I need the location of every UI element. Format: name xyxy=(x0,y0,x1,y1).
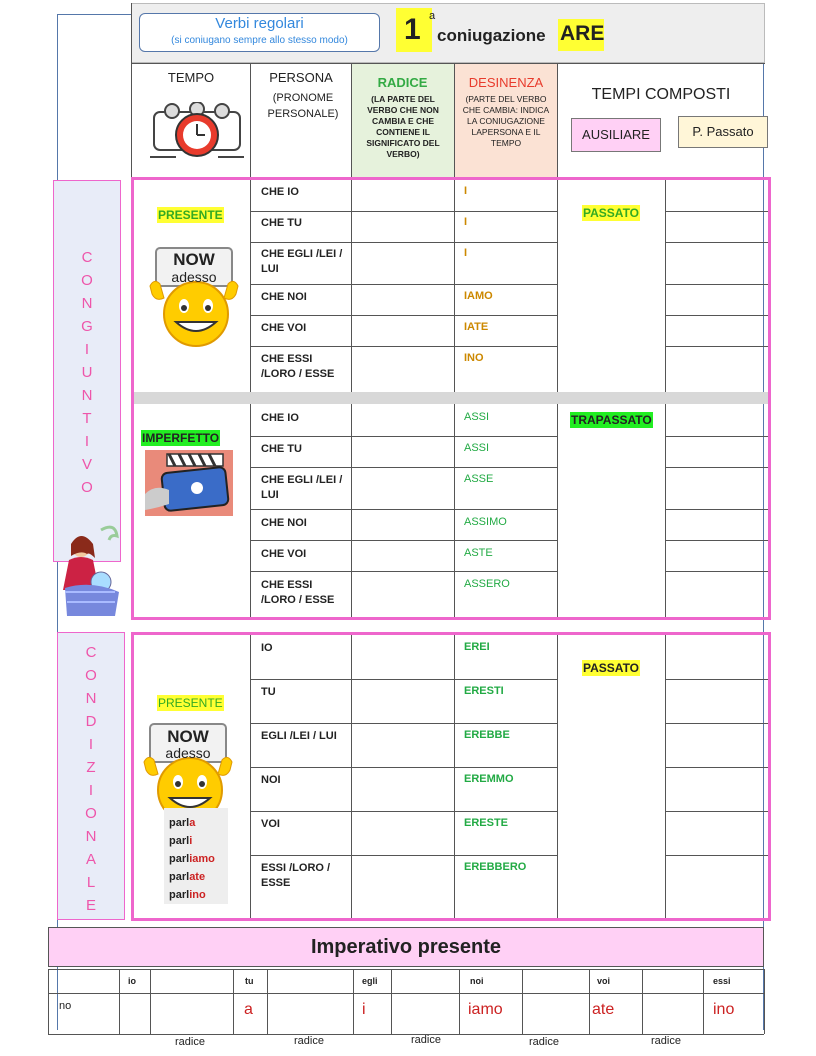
persona-subheader: (PRONOME PERSONALE) xyxy=(267,92,339,120)
cong-imp-row-line xyxy=(251,571,557,572)
cond-col-5 xyxy=(665,635,666,918)
regular-title: Verbi regolari xyxy=(215,15,304,32)
imp-col xyxy=(459,969,460,1034)
cong-passato-label: PASSATO xyxy=(583,206,640,220)
cong-imp-pp-line xyxy=(666,571,768,572)
imp-col xyxy=(150,969,151,1034)
imp-col xyxy=(353,969,354,1034)
regular-subtitle: (si coniugano sempre allo stesso modo) xyxy=(171,35,348,46)
header-left-line xyxy=(131,3,132,177)
conj-sup: a xyxy=(429,10,436,22)
header-row-top xyxy=(131,63,765,64)
desinenza-cell: IATE xyxy=(464,321,489,333)
imp-col xyxy=(48,969,49,1034)
cong-pres-pp-line xyxy=(666,211,768,212)
imp-col xyxy=(119,969,120,1034)
now-sign-text: NOW xyxy=(173,250,215,269)
conj-word: coniugazione xyxy=(437,26,546,45)
imp-col xyxy=(267,969,268,1034)
radice-note: radice xyxy=(294,1035,324,1047)
cong-pres-row-line xyxy=(251,211,557,212)
desinenza-cell: ASSI xyxy=(464,442,490,454)
cong-imp-col-4 xyxy=(557,404,558,617)
cond-pp-line xyxy=(666,811,768,812)
imp-person-noi: noi xyxy=(470,976,484,986)
imp-row-label: no xyxy=(59,1000,72,1012)
persona-cell: CHE EGLI /LEI / LUI xyxy=(261,248,343,275)
persona-cell: EGLI /LEI / LUI xyxy=(261,730,337,742)
example-conjugation-box xyxy=(164,808,228,904)
persona-cell: CHE TU xyxy=(261,217,302,229)
desinenza-cell: IAMO xyxy=(464,290,493,302)
cong-imp-pp-line xyxy=(666,467,768,468)
cong-trapassato-label: TRAPASSATO xyxy=(571,413,652,427)
ausiliare-box: AUSILIARE xyxy=(571,118,661,152)
regular-verbs-box xyxy=(139,13,380,52)
desinenza-cell: ASTE xyxy=(464,547,493,559)
cong-pres-row-line xyxy=(251,346,557,347)
persona-cell: CHE VOI xyxy=(261,322,307,334)
desinenza-cell: EREMMO xyxy=(464,773,514,785)
cong-pres-pp-line xyxy=(666,242,768,243)
tempi-composti-header: TEMPI COMPOSTI xyxy=(591,86,731,103)
condizionale-label: C O N D I Z I O N A L E xyxy=(85,644,97,914)
desinenza-cell: ASSE xyxy=(464,473,494,485)
persona-cell: CHE TU xyxy=(261,443,302,455)
imp-person-io: io xyxy=(128,976,136,986)
imp-person-essi: essi xyxy=(713,976,731,986)
imp-col xyxy=(589,969,590,1034)
imp-ending-voi: ate xyxy=(592,1001,615,1018)
cong-presente-label: PRESENTE xyxy=(158,208,223,222)
radice-subheader: (LA PARTE DEL VERBO CHE NON CAMBIA E CHE CONTIENE IL SIGNIFICATO DEL VERBO) xyxy=(366,94,440,159)
cond-col-2 xyxy=(351,635,352,918)
conj-number: 1 xyxy=(404,13,421,46)
video-phone-icon xyxy=(145,450,233,516)
cond-col-4 xyxy=(557,635,558,918)
desinenza-cell: I xyxy=(464,216,468,228)
cong-imp-row-line xyxy=(251,509,557,510)
imp-col xyxy=(391,969,392,1034)
desinenza-cell: EREBBE xyxy=(464,729,510,741)
imp-ending-egli: i xyxy=(362,1001,366,1018)
cong-pres-row-line xyxy=(251,242,557,243)
cong-pres-pp-line xyxy=(666,284,768,285)
imp-ending-tu: a xyxy=(244,1001,253,1018)
radice-header: RADICE xyxy=(377,75,428,90)
cong-pres-pp-line xyxy=(666,315,768,316)
congiuntivo-label: C O N G I U N T I V O xyxy=(81,249,93,496)
desinenza-cell: I xyxy=(464,247,468,259)
persona-cell: ESSI /LORO / ESSE xyxy=(261,862,331,889)
imperativo-title-bar xyxy=(48,927,764,967)
desinenza-cell: EREI xyxy=(464,641,490,653)
cond-row-line xyxy=(251,679,557,680)
tempo-header: TEMPO xyxy=(167,70,215,85)
imp-col xyxy=(233,969,234,1034)
persona-cell: CHE NOI xyxy=(261,517,307,529)
cond-passato-label: PASSATO xyxy=(583,661,640,675)
imp-col xyxy=(764,969,765,1034)
imp-line-top xyxy=(48,969,764,970)
persona-cell: CHE ESSI /LORO / ESSE xyxy=(261,579,335,606)
cond-presente-label: PRESENTE xyxy=(158,696,223,710)
cong-imperfetto-label: IMPERFETTO xyxy=(142,431,220,445)
imperativo-title: Imperativo presente xyxy=(310,936,502,958)
cond-row-line xyxy=(251,811,557,812)
cond-pp-line xyxy=(666,723,768,724)
conj-ending: ARE xyxy=(560,22,605,45)
cong-imp-row-line xyxy=(251,467,557,468)
imp-person-tu: tu xyxy=(245,976,254,986)
cong-imp-row-line xyxy=(251,436,557,437)
radice-note: radice xyxy=(651,1035,681,1047)
cond-pp-line xyxy=(666,767,768,768)
imp-person-voi: voi xyxy=(597,976,611,986)
persona-cell: CHE ESSI /LORO / ESSE xyxy=(261,353,335,380)
imp-person-egli: egli xyxy=(362,976,378,986)
cond-row-line xyxy=(251,767,557,768)
clock-icon xyxy=(146,102,248,162)
cong-imp-pp-line xyxy=(666,540,768,541)
cong-pres-row-line xyxy=(251,284,557,285)
persona-cell: VOI xyxy=(261,818,280,830)
desinenza-cell: INO xyxy=(464,352,484,364)
congiuntivo-separator xyxy=(134,392,768,404)
desinenza-cell: EREBBERO xyxy=(464,861,527,873)
cond-row-line xyxy=(251,855,557,856)
cond-row-line xyxy=(251,723,557,724)
cong-imp-row-line xyxy=(251,540,557,541)
desinenza-header: DESINENZA xyxy=(468,75,544,90)
cond-col-1 xyxy=(250,635,251,918)
now-sign-sub: adesso xyxy=(171,269,217,285)
radice-note: radice xyxy=(529,1036,559,1048)
persona-cell: CHE VOI xyxy=(261,548,307,560)
imp-ending-essi: ino xyxy=(713,1001,735,1018)
fortune-teller-icon xyxy=(57,520,123,620)
radice-note: radice xyxy=(175,1036,205,1048)
imp-line-mid xyxy=(48,993,764,994)
example-list: parla parli parliamo parlate parlino xyxy=(169,817,215,901)
cond-pp-line xyxy=(666,679,768,680)
persona-cell: TU xyxy=(261,686,276,698)
desinenza-cell: ASSI xyxy=(464,411,490,423)
desinenza-cell: ASSIMO xyxy=(464,516,507,528)
persona-cell: CHE IO xyxy=(261,412,299,424)
imp-col xyxy=(703,969,704,1034)
cong-pres-col-4 xyxy=(557,180,558,392)
desinenza-subheader: (PARTE DEL VERBO CHE CAMBIA: INDICA LA CONIUGAZIONE LAPERSONA E IL TEMPO xyxy=(462,94,550,148)
persona-cell: CHE NOI xyxy=(261,291,307,303)
cond-pp-line xyxy=(666,855,768,856)
cong-pres-row-line xyxy=(251,315,557,316)
cong-imp-pp-line xyxy=(666,509,768,510)
desinenza-cell: I xyxy=(464,185,468,197)
now-sign-text: NOW xyxy=(167,727,209,746)
imp-ending-noi: iamo xyxy=(468,1001,503,1018)
radice-note: radice xyxy=(411,1034,441,1046)
now-sign-sub: adesso xyxy=(165,745,211,761)
persona-cell: CHE EGLI /LEI / LUI xyxy=(261,474,343,501)
cong-imp-pp-line xyxy=(666,436,768,437)
imp-col xyxy=(642,969,643,1034)
p-passato-box: P. Passato xyxy=(678,116,768,148)
persona-cell: NOI xyxy=(261,774,281,786)
desinenza-cell: ERESTI xyxy=(464,685,504,697)
desinenza-cell: ERESTE xyxy=(464,817,509,829)
cond-col-3 xyxy=(454,635,455,918)
cong-pres-pp-line xyxy=(666,346,768,347)
desinenza-cell: ASSERO xyxy=(464,578,510,590)
imp-col xyxy=(522,969,523,1034)
persona-header: PERSONA xyxy=(269,70,333,85)
persona-cell: CHE IO xyxy=(261,186,299,198)
persona-cell: IO xyxy=(261,642,273,654)
